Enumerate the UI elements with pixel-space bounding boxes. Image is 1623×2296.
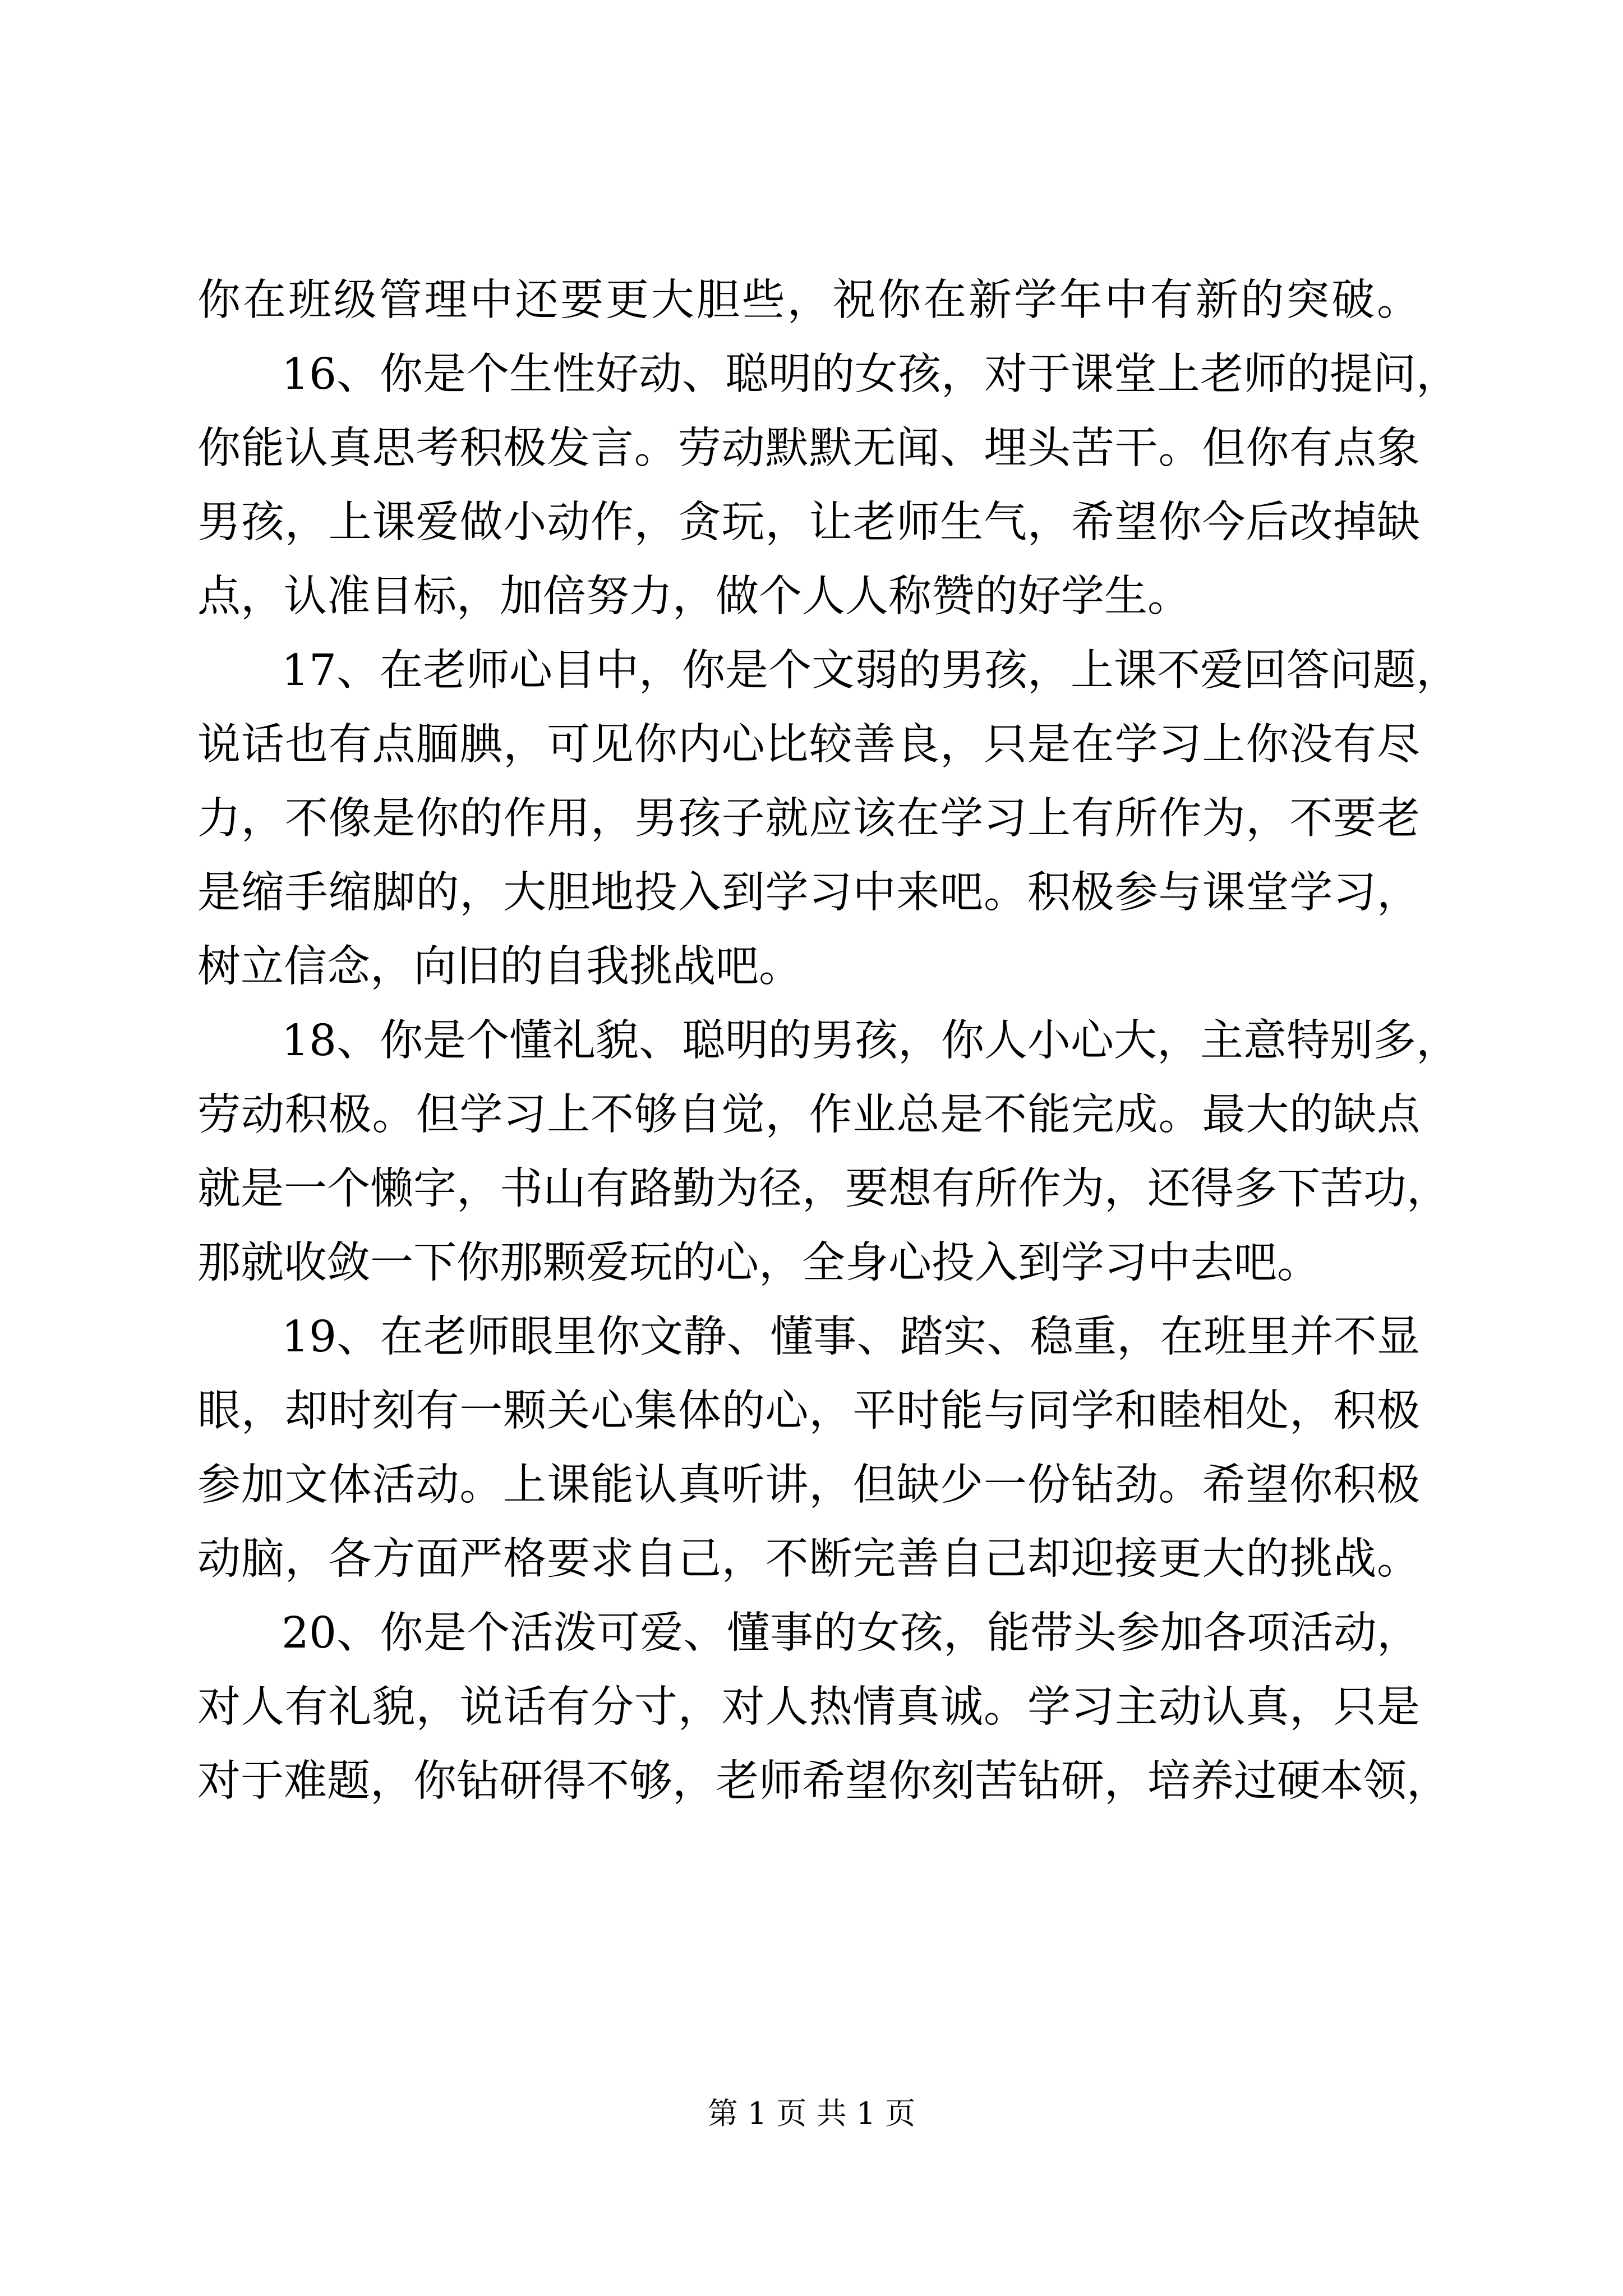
text-line: 树立信念，向旧的自我挑战吧。 [197, 942, 802, 992]
text-line: 男孩，上课爱做小动作，贪玩，让老师生气，希望你今后改掉缺 [197, 498, 1420, 547]
text-line: 你能认真思考积极发言。劳动默默无闻、埋头苦干。但你有点象 [197, 424, 1420, 473]
text-line: 就是一个懒字，书山有路勤为径，要想有所作为，还得多下苦功， [197, 1164, 1450, 1214]
text-line: 动脑，各方面严格要求自己，不断完善自己却迎接更大的挑战。 [197, 1534, 1420, 1584]
text-line: 对于难题，你钻研得不够，老师希望你刻苦钻研，培养过硬本领， [197, 1756, 1450, 1806]
text-line: 对人有礼貌，说话有分寸，对人热情真诚。学习主动认真，只是 [197, 1682, 1420, 1732]
text-line: 你在班级管理中还要更大胆些，祝你在新学年中有新的突破。 [197, 275, 1420, 325]
paragraph-17-first-line: 17、在老师心目中，你是个文弱的男孩，上课不爱回答问题， [282, 646, 1459, 696]
paragraph-19-first-line: 19、在老师眼里你文静、懂事、踏实、稳重，在班里并不显 [282, 1312, 1420, 1362]
text-line: 力，不像是你的作用，男孩子就应该在学习上有所作为，不要老 [197, 794, 1420, 844]
text-line: 说话也有点腼腆，可见你内心比较善良，只是在学习上你没有尽 [197, 720, 1420, 770]
page-footer: 第 1 页 共 1 页 [707, 2096, 916, 2131]
text-line: 点，认准目标，加倍努力，做个人人称赞的好学生。 [197, 572, 1191, 622]
text-line: 是缩手缩脚的，大胆地投入到学习中来吧。积极参与课堂学习， [197, 868, 1420, 918]
text-line: 那就收敛一下你那颗爱玩的心，全身心投入到学习中去吧。 [197, 1238, 1320, 1288]
document-body [197, 264, 1459, 1819]
paragraph-20-first-line: 20、你是个活泼可爱、懂事的女孩，能带头参加各项活动， [282, 1608, 1420, 1658]
paragraph-18-first-line: 18、你是个懂礼貌、聪明的男孩，你人小心大，主意特别多， [282, 1016, 1459, 1066]
paragraph-16-first-line: 16、你是个生性好动、聪明的女孩，对于课堂上老师的提问， [282, 349, 1459, 399]
text-line: 参加文体活动。上课能认真听讲，但缺少一份钻劲。希望你积极 [197, 1460, 1420, 1510]
text-line: 眼，却时刻有一颗关心集体的心，平时能与同学和睦相处，积极 [197, 1386, 1420, 1436]
text-line: 劳动积极。但学习上不够自觉，作业总是不能完成。最大的缺点 [197, 1090, 1420, 1140]
